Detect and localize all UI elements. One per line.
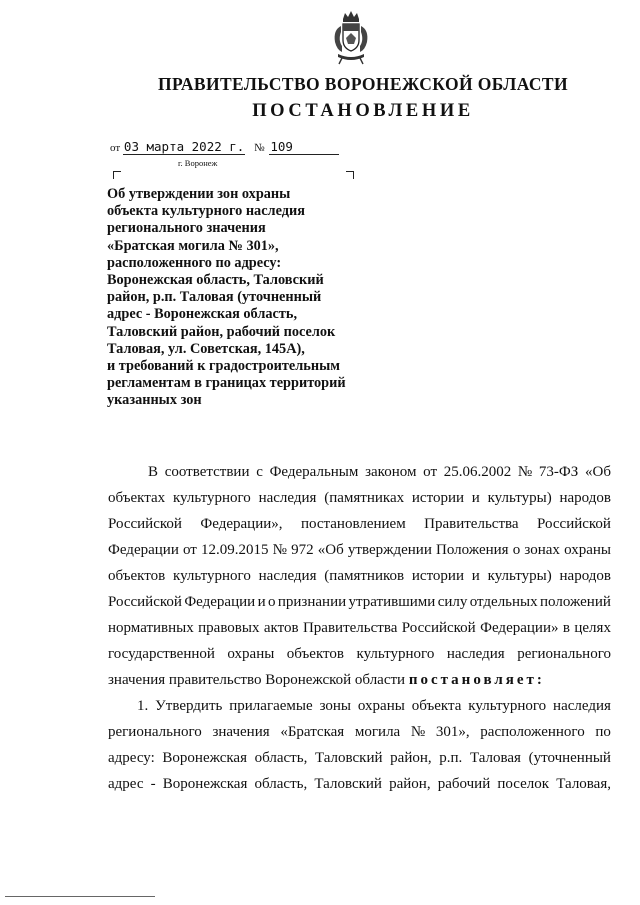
word: 301», [435, 724, 470, 740]
word: область, [254, 776, 308, 792]
word: культурного [356, 646, 435, 662]
word: объектов [286, 646, 344, 662]
word: Российской [108, 594, 182, 610]
word: силу [437, 594, 468, 610]
word: «Об [317, 542, 344, 558]
number-mark: № [254, 142, 265, 154]
word: регионального [108, 724, 202, 740]
subject-line: Таловский район, рабочий поселок [107, 323, 336, 340]
paragraph-end-text: значения правительство Воронежской области [108, 672, 409, 688]
word: р.п. [439, 750, 463, 766]
word: в [562, 620, 570, 636]
word: о [267, 594, 276, 610]
word: Федерации [184, 594, 256, 610]
body-line [108, 693, 611, 719]
word: расположенного [480, 724, 585, 740]
body-line [108, 615, 611, 641]
word: Таловая [469, 750, 521, 766]
word: по [595, 724, 611, 740]
word: регионального [517, 646, 611, 662]
subject-line: Об утверждении зон охраны [107, 186, 291, 202]
subject-line: район, р.п. Таловая (уточненный [107, 289, 322, 306]
word: наследия [553, 698, 611, 714]
word: охраны [564, 542, 611, 558]
word: № [272, 542, 287, 558]
word: объектов [108, 568, 166, 584]
word: «Об [585, 464, 611, 480]
body-line [108, 667, 611, 693]
subject-line: и требований к градостроительным [107, 358, 340, 375]
word: (памятниках [324, 490, 405, 506]
resolution-keyword: постановляет: [408, 672, 545, 688]
footer-divider [5, 896, 155, 897]
word: культуры) [487, 568, 552, 584]
body-line [108, 563, 611, 589]
word: (памятников [324, 568, 405, 584]
coat-of-arms-icon [330, 10, 372, 66]
word: 73-ФЗ [538, 464, 579, 480]
word: правовых [198, 620, 260, 636]
word: № [410, 724, 426, 740]
subject-line: объекта культурного наследия [107, 203, 305, 220]
word: 12.09.2015 [201, 542, 269, 558]
document-type-title: ПОСТАНОВЛЕНИЕ [252, 101, 474, 121]
word: утратившими [348, 594, 436, 610]
subject-line: адрес - Воронежская область, [107, 306, 298, 323]
word: Таловский [314, 776, 382, 792]
word: Утвердить [155, 698, 223, 714]
body-line [108, 771, 611, 797]
organization-title: ПРАВИТЕЛЬСТВО ВОРОНЕЖСКОЙ ОБЛАСТИ [157, 74, 569, 94]
word: актов [263, 620, 299, 636]
word: положений [540, 594, 611, 610]
body-line [108, 485, 611, 511]
word: наследия [258, 568, 317, 584]
word: прилагаемые [229, 698, 313, 714]
document-number: 109 [269, 140, 339, 155]
word: отдельных [469, 594, 538, 610]
bracket-corner-left [113, 171, 121, 179]
word: Федерации [108, 542, 179, 558]
word: (уточненный [528, 750, 611, 766]
word: постановлением [300, 516, 406, 532]
word: Российской [108, 516, 182, 532]
document-body [108, 459, 611, 797]
word: соответствии [164, 464, 250, 480]
word: истории [411, 490, 465, 506]
word: область, [254, 750, 308, 766]
word: значения [212, 724, 270, 740]
word: адрес [108, 776, 144, 792]
word: Российской [401, 620, 476, 636]
body-line [108, 719, 611, 745]
subject-line: указанных зон [107, 392, 202, 409]
word: зоны [319, 698, 352, 714]
word: с [256, 464, 263, 480]
word: В [148, 464, 159, 480]
word: Воронежская [162, 776, 248, 792]
word: культурного [173, 568, 251, 584]
word: «Братская [280, 724, 345, 740]
date-number-line [110, 140, 339, 155]
word: Положения [436, 542, 509, 558]
word: культурного [172, 490, 251, 506]
word: рабочий [437, 776, 491, 792]
word: поселок [497, 776, 550, 792]
word: законом [365, 464, 417, 480]
subject-line: «Братская могила № 301», [107, 237, 279, 254]
city-label: г. Воронеж [178, 158, 218, 168]
body-line [108, 745, 611, 771]
word: 1. [137, 698, 149, 714]
word: № [517, 464, 533, 480]
word: государственной [108, 646, 215, 662]
word: истории [411, 568, 464, 584]
word: целях [574, 620, 611, 636]
word: зонах [524, 542, 560, 558]
subject-line: расположенного по адресу: [107, 254, 282, 271]
document-date: 03 марта 2022 г. [123, 139, 245, 154]
word: 25.06.2002 [443, 464, 512, 480]
body-line [108, 459, 611, 485]
word: наследия [258, 490, 317, 506]
word: культуры) [487, 490, 552, 506]
word: и [471, 490, 480, 506]
bracket-corner-right [346, 171, 354, 179]
word: Федеральным [269, 464, 359, 480]
subject-line: Воронежская область, Таловский [107, 272, 324, 289]
subject-line: регионального значения [107, 220, 266, 237]
word: народов [559, 490, 611, 506]
word: от [423, 464, 437, 480]
word: охраны [227, 646, 275, 662]
word: Таловский [314, 750, 383, 766]
word: Таловая, [556, 776, 611, 792]
word: утверждении [347, 542, 432, 558]
word: Воронежская [162, 750, 247, 766]
word: объекта [411, 698, 462, 714]
word: район, [390, 750, 432, 766]
word: охраны [357, 698, 405, 714]
word: признании [277, 594, 347, 610]
word: могила [354, 724, 401, 740]
word: нормативных [108, 620, 194, 636]
word: и [471, 568, 480, 584]
word: адресу: [108, 750, 155, 766]
word: 972 [291, 542, 314, 558]
word: Федерации» [480, 620, 559, 636]
word: и [257, 594, 266, 610]
word: о [512, 542, 521, 558]
word: от [183, 542, 197, 558]
word: Правительства [424, 516, 519, 532]
subject-line: регламентам в границах территорий [107, 375, 346, 392]
body-line [108, 641, 611, 667]
body-line [108, 511, 611, 537]
word: район, [389, 776, 431, 792]
word: - [150, 776, 156, 792]
word: объектах [108, 490, 166, 506]
word: народов [559, 568, 611, 584]
word: Правительства [302, 620, 398, 636]
subject-line: Таловая, ул. Советская, 145А), [107, 340, 305, 357]
date-prefix: от [110, 142, 121, 154]
body-line [108, 589, 611, 615]
word: Федерации», [200, 516, 283, 532]
word: Российской [537, 516, 611, 532]
word: наследия [446, 646, 505, 662]
body-line [108, 537, 611, 563]
word: культурного [468, 698, 547, 714]
subject-heading [107, 186, 377, 410]
